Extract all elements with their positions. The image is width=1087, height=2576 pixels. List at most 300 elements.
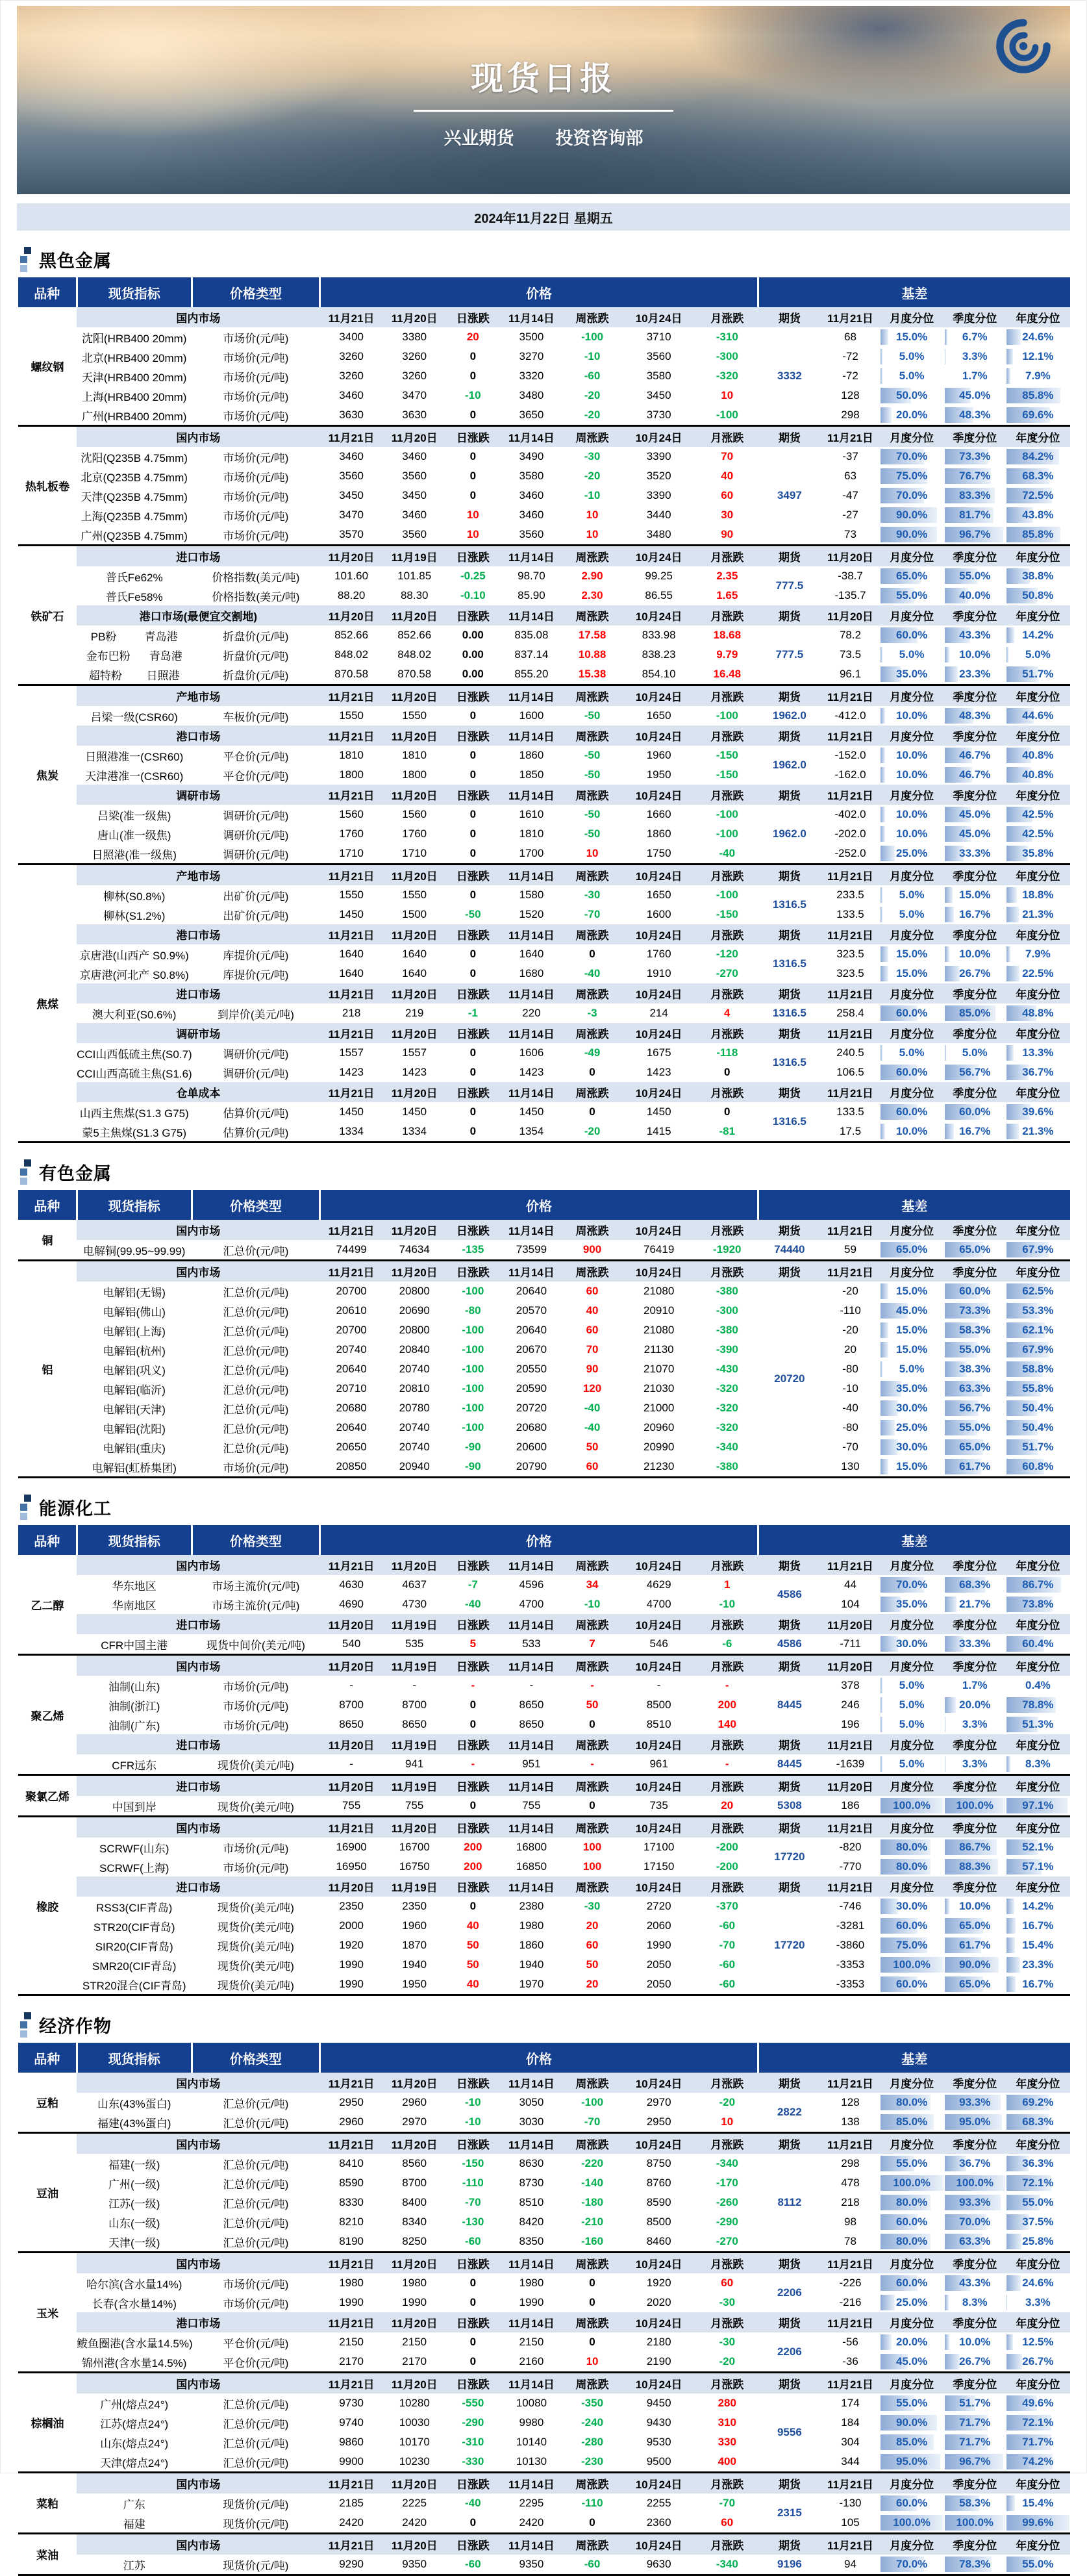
column-label: 期货 <box>758 1082 821 1102</box>
change-cell: -210 <box>581 2216 604 2228</box>
percentile-value: 15.0% <box>896 948 928 960</box>
indicator-cell: 普氏Fe58% <box>105 590 163 603</box>
column-label: 11月19日 <box>383 1614 446 1634</box>
table-row <box>18 1437 1070 1457</box>
price-type-cell: 汇总价(元/吨) <box>223 2178 289 2191</box>
futures-cell: 4586 <box>777 1588 802 1600</box>
percentile-value: 85.0% <box>896 2115 928 2128</box>
price-cell: 8340 <box>402 2216 427 2228</box>
market-label: 国内市场 <box>77 2073 319 2093</box>
table-row <box>18 1282 1070 1301</box>
variety-label: 豆粕 <box>18 2073 77 2133</box>
column-label: 季度分位 <box>944 307 1006 327</box>
percentile-bar <box>881 748 886 763</box>
column-label: 周涨跌 <box>563 1655 621 1676</box>
change-cell: -380 <box>716 1460 738 1472</box>
column-label: 11月21日 <box>320 983 383 1004</box>
change-cell: 10 <box>466 528 479 540</box>
change-cell: 0 <box>469 489 477 501</box>
percentile-cell <box>944 2513 1006 2534</box>
indicator-cell: 油制(山东) <box>108 1680 160 1693</box>
price-cell: 20910 <box>643 1304 675 1317</box>
column-label: 11月20日 <box>383 983 446 1004</box>
column-label: 期货 <box>758 2473 821 2494</box>
price-cell: 4730 <box>402 1598 427 1610</box>
change-cell: 0 <box>589 2296 595 2308</box>
price-cell: 1557 <box>339 1046 364 1059</box>
price-cell: 833.98 <box>642 629 676 641</box>
column-label: 年度分位 <box>1006 307 1070 327</box>
price-table <box>18 277 1070 1143</box>
price-type-cell: 现货价(美元/吨) <box>217 1960 294 1973</box>
variety-label: 聚氯乙烯 <box>18 1775 77 1817</box>
percentile-value: 85.0% <box>959 1007 991 1019</box>
price-cell: 10130 <box>516 2455 547 2468</box>
percentile-cell <box>944 505 1006 525</box>
price-cell: 8500 <box>646 2216 671 2228</box>
percentile-cell <box>880 1398 944 1418</box>
percentile-value: 76.7% <box>959 470 991 482</box>
percentile-value: 10.0% <box>896 709 928 722</box>
percentile-cell <box>944 1897 1006 1916</box>
change-cell: -270 <box>716 967 738 979</box>
change-cell: -20 <box>584 1125 601 1137</box>
percentile-cell <box>880 1379 944 1398</box>
percentile-value: 85.8% <box>1022 528 1054 540</box>
column-label: 年度分位 <box>1006 1876 1070 1897</box>
basis-cell: 246 <box>841 1698 860 1711</box>
percentile-cell <box>944 765 1006 785</box>
price-type-cell: 汇总价(元/吨) <box>223 1306 289 1319</box>
change-cell: -150 <box>716 768 738 781</box>
table-row <box>18 625 1070 645</box>
percentile-cell <box>944 2112 1006 2133</box>
change-cell: 17.58 <box>578 629 606 641</box>
change-cell: 10 <box>586 847 599 859</box>
banner-subtitle <box>17 124 1070 149</box>
percentile-value: 20.0% <box>896 2336 928 2348</box>
change-cell: 0 <box>724 1105 731 1118</box>
indicator-cell: 日照港准一(CSR60) <box>85 750 184 763</box>
price-cell: 1423 <box>519 1066 544 1078</box>
futures-cell: 9196 <box>777 2558 802 2570</box>
price-cell: 1580 <box>519 889 544 901</box>
change-cell: 18.68 <box>713 629 742 641</box>
column-label: 年度分位 <box>1006 1082 1070 1102</box>
table-row <box>18 964 1070 983</box>
column-label: 日涨跌 <box>446 2133 500 2154</box>
column-label: 11月14日 <box>500 1614 563 1634</box>
percentile-value: 55.0% <box>959 1343 991 1356</box>
market-subheader-row <box>18 1261 1070 1282</box>
indicator-cell: 中国到岸 <box>112 1800 156 1813</box>
change-cell: -100 <box>462 1343 484 1356</box>
market-subheader-row <box>18 924 1070 944</box>
percentile-value: 8.3% <box>962 2296 988 2308</box>
price-cell: 10030 <box>399 2416 430 2429</box>
variety-label: 焦煤 <box>18 865 77 1143</box>
change-cell: -320 <box>716 1402 738 1414</box>
column-label: 月涨跌 <box>696 1023 758 1043</box>
price-cell: 3560 <box>402 470 427 482</box>
price-cell: 3480 <box>519 389 544 401</box>
column-label: 日涨跌 <box>446 1655 500 1676</box>
column-label: 日涨跌 <box>446 1614 500 1634</box>
column-label: 月度分位 <box>880 1775 944 1797</box>
percentile-value: 23.3% <box>1022 1958 1054 1971</box>
column-label: 周涨跌 <box>563 2073 621 2093</box>
basis-cell: 44 <box>844 1578 856 1591</box>
change-cell: 60 <box>721 2516 734 2529</box>
change-cell: 7 <box>589 1637 595 1650</box>
price-cell: 20640 <box>336 1421 367 1433</box>
percentile-cell <box>880 765 944 785</box>
variety-label: 乙二醇 <box>18 1555 77 1655</box>
variety-label: 菜粕 <box>18 2473 77 2534</box>
price-cell: 3500 <box>519 331 544 343</box>
change-cell: -20 <box>584 470 601 482</box>
column-label: 11月14日 <box>500 1655 563 1676</box>
indicator-cell: 山东(熔点24°) <box>100 2437 169 2450</box>
change-cell: -10 <box>584 350 601 362</box>
percentile-cell <box>944 1340 1006 1359</box>
change-cell: 0.00 <box>462 668 484 680</box>
percentile-cell <box>880 2112 944 2133</box>
column-label: 10月24日 <box>621 865 696 886</box>
price-cell: 20740 <box>399 1363 430 1375</box>
percentile-cell <box>880 1695 944 1715</box>
percentile-cell <box>880 1575 944 1595</box>
price-type-cell: 汇总价(元/吨) <box>223 2197 289 2210</box>
price-type-cell: 市场价(元/吨) <box>223 371 289 384</box>
price-cell: 20550 <box>516 1363 547 1375</box>
percentile-cell <box>944 1418 1006 1437</box>
indicator-cell: 天津(Q235B 4.75mm) <box>81 490 188 503</box>
percentile-cell <box>944 1595 1006 1614</box>
percentile-value: 5.0% <box>899 1679 925 1691</box>
indicator-cell <box>77 664 192 685</box>
percentile-value: 69.6% <box>1022 409 1054 421</box>
change-cell: -300 <box>716 1304 738 1317</box>
percentile-value: 78.3% <box>959 2558 991 2570</box>
price-cell: 535 <box>405 1637 424 1650</box>
percentile-value: 30.0% <box>896 1900 928 1912</box>
column-label: 周涨跌 <box>563 983 621 1004</box>
percentile-value: 73.3% <box>959 1304 991 1317</box>
price-cell: 848.02 <box>334 648 369 661</box>
change-cell: -40 <box>584 1402 601 1414</box>
change-cell: -340 <box>716 2558 738 2570</box>
percentile-cell <box>880 1916 944 1936</box>
percentile-value: 100.0% <box>893 2177 931 2189</box>
column-label: 10月24日 <box>621 1555 696 1575</box>
column-label: 月度分位 <box>880 1655 944 1676</box>
percentile-cell <box>944 447 1006 466</box>
column-label: 周涨跌 <box>563 1023 621 1043</box>
percentile-cell <box>1006 386 1070 405</box>
price-cell: 8650 <box>402 1718 427 1730</box>
percentile-bar <box>1006 907 1019 922</box>
market-label: 国内市场 <box>77 2373 319 2394</box>
percentile-value: 36.7% <box>959 2157 991 2169</box>
table-row <box>18 944 1070 964</box>
percentile-cell <box>1006 566 1070 586</box>
indicator-cell: 华南地区 <box>112 1599 156 1612</box>
price-cell: 9730 <box>339 2397 364 2409</box>
indicator-part: 青岛港 <box>144 630 178 643</box>
change-cell: -30 <box>584 450 601 462</box>
percentile-value: 72.1% <box>1022 2416 1054 2429</box>
percentile-cell <box>880 1837 944 1857</box>
price-cell: 88.30 <box>400 589 429 601</box>
percentile-value: 0.4% <box>1025 1679 1051 1691</box>
price-cell: 3450 <box>402 489 427 501</box>
price-cell: 755 <box>522 1799 541 1812</box>
column-label: 季度分位 <box>944 1775 1006 1797</box>
price-type-cell: 汇总价(元/吨) <box>223 1286 289 1299</box>
percentile-value: 10.0% <box>959 948 991 960</box>
indicator-cell: 电解铝(天津) <box>103 1403 166 1416</box>
price-cell: 21130 <box>643 1343 674 1356</box>
percentile-cell <box>944 366 1006 386</box>
percentile-cell <box>1006 1634 1070 1655</box>
column-label: 11月14日 <box>500 1082 563 1102</box>
change-cell: -390 <box>716 1343 738 1356</box>
price-cell: 8330 <box>339 2196 364 2208</box>
percentile-value: 50.4% <box>1022 1421 1054 1433</box>
change-cell: 60 <box>721 489 734 501</box>
table-row <box>18 1340 1070 1359</box>
percentile-cell <box>1006 844 1070 865</box>
column-label: 月涨跌 <box>696 2133 758 2154</box>
table-row <box>18 486 1070 505</box>
column-label: 11月19日 <box>383 1734 446 1754</box>
percentile-value: 51.7% <box>959 2397 991 2409</box>
percentile-value: 60.0% <box>896 2497 928 2509</box>
column-label: 11月20日 <box>320 1614 383 1634</box>
percentile-cell <box>944 706 1006 726</box>
price-cell: 8510 <box>519 2196 544 2208</box>
change-cell: - <box>725 1679 729 1691</box>
price-cell: 3730 <box>646 409 671 421</box>
change-cell: 0 <box>724 1066 731 1078</box>
percentile-value: 100.0% <box>893 2516 931 2529</box>
percentile-value: 65.0% <box>959 1919 991 1932</box>
table-header-row <box>18 2043 1070 2073</box>
percentile-value: 55.0% <box>896 589 928 601</box>
price-cell: 20670 <box>516 1343 547 1356</box>
change-cell: 0 <box>589 1066 595 1078</box>
futures-cell: 777.5 <box>775 579 804 592</box>
column-label: 年度分位 <box>1006 1734 1070 1754</box>
column-label: 10月24日 <box>621 2133 696 2154</box>
percentile-value: 5.0% <box>899 1363 925 1375</box>
table-row <box>18 1595 1070 1614</box>
change-cell: -150 <box>716 749 738 761</box>
price-cell: 16850 <box>516 1860 547 1873</box>
change-cell: 0 <box>589 2277 595 2289</box>
percentile-value: 50.4% <box>1022 1402 1054 1414</box>
column-label: 季度分位 <box>944 605 1006 625</box>
percentile-value: 35.0% <box>896 1598 928 1610</box>
indicator-cell: 长春(含水量14%) <box>92 2297 177 2310</box>
column-label: 11月21日 <box>821 2312 879 2332</box>
column-label: 月度分位 <box>880 2312 944 2332</box>
price-cell: 1970 <box>519 1978 544 1990</box>
price-cell: 20800 <box>399 1285 430 1297</box>
percentile-cell <box>944 1359 1006 1379</box>
table-row <box>18 1715 1070 1734</box>
futures-cell: 8112 <box>777 2196 802 2208</box>
percentile-value: 15.0% <box>896 967 928 979</box>
price-cell: 20960 <box>643 1421 675 1433</box>
column-label: 月涨跌 <box>696 1082 758 1102</box>
column-label: 周涨跌 <box>563 307 621 327</box>
price-cell: 2020 <box>646 2296 671 2308</box>
price-cell: 1980 <box>339 2277 364 2289</box>
change-cell: -380 <box>716 1324 738 1336</box>
column-label: 11月20日 <box>383 1082 446 1102</box>
price-cell: 1810 <box>339 749 364 761</box>
column-label: 周涨跌 <box>563 785 621 805</box>
price-cell: 1990 <box>339 1978 364 1990</box>
change-cell: 0 <box>469 2355 477 2368</box>
change-cell: 0 <box>469 2516 477 2529</box>
percentile-bar <box>881 1697 882 1713</box>
change-cell: 0 <box>469 2296 477 2308</box>
percentile-value: 90.0% <box>896 2416 928 2429</box>
column-label: 月涨跌 <box>696 726 758 746</box>
percentile-bar <box>945 1045 947 1061</box>
column-label: 11月20日 <box>320 1775 383 1797</box>
percentile-bar <box>945 1899 950 1914</box>
basis-cell: 304 <box>841 2436 860 2448</box>
percentile-cell <box>880 1715 944 1734</box>
percentile-bar <box>1006 1938 1015 1953</box>
change-cell: 50 <box>466 1939 479 1951</box>
column-label: 11月20日 <box>383 1261 446 1282</box>
price-cell: 870.58 <box>334 668 369 680</box>
basis-cell: -3860 <box>836 1939 865 1951</box>
price-type-cell: 市场价(元/吨) <box>223 410 289 423</box>
change-cell: -10 <box>465 2115 481 2128</box>
price-type-cell: 价格指数(美元/吨) <box>212 571 300 584</box>
percentile-value: 84.2% <box>1022 450 1054 462</box>
change-cell: -130 <box>462 2216 484 2228</box>
indicator-cell: STR20(CIF青岛) <box>93 1921 175 1934</box>
percentile-value: 80.0% <box>896 2235 928 2247</box>
price-type-cell: 汇总价(元/吨) <box>223 1345 289 1357</box>
indicator-cell: 京唐港(河北产 S0.8%) <box>79 968 189 981</box>
percentile-cell <box>880 2212 944 2232</box>
column-label: 日涨跌 <box>446 1261 500 1282</box>
indicator-cell: 福建 <box>123 2518 145 2531</box>
percentile-cell <box>944 1379 1006 1398</box>
column-label: 11月21日 <box>320 307 383 327</box>
percentile-value: 10.0% <box>896 1125 928 1137</box>
percentile-cell <box>944 2293 1006 2312</box>
table-header-row <box>18 1525 1070 1555</box>
market-subheader-row <box>18 1655 1070 1676</box>
price-cell: 2160 <box>519 2355 544 2368</box>
price-cell: 2420 <box>519 2516 544 2529</box>
change-cell: -100 <box>462 1421 484 1433</box>
percentile-bar <box>881 807 886 822</box>
indicator-cell: 山东(43%蛋白) <box>97 2097 171 2110</box>
market-subheader-row <box>18 1614 1070 1634</box>
column-label: 11月14日 <box>500 983 563 1004</box>
column-label: 10月24日 <box>621 1023 696 1043</box>
basis-cell: 63 <box>844 470 856 482</box>
market-subheader-row <box>18 1734 1070 1754</box>
column-label: 季度分位 <box>944 1082 1006 1102</box>
price-cell: 1960 <box>646 749 671 761</box>
price-type-cell: 库提价(元/吨) <box>223 968 289 981</box>
price-cell: 16950 <box>336 1860 367 1873</box>
price-cell: 3320 <box>519 370 544 382</box>
table-row <box>18 1897 1070 1916</box>
price-cell: 9530 <box>646 2436 671 2448</box>
percentile-bar <box>881 1420 895 1435</box>
price-cell: 1550 <box>339 709 364 722</box>
column-label: 11月21日 <box>320 924 383 944</box>
indicator-cell: 江苏 <box>123 2559 145 2572</box>
column-label: 11月21日 <box>320 685 383 707</box>
percentile-value: 65.0% <box>959 1243 991 1256</box>
column-label: 周涨跌 <box>563 426 621 448</box>
indicator-cell: 唐山(准一级焦) <box>97 829 171 842</box>
percentile-cell <box>1006 347 1070 366</box>
column-label: 日涨跌 <box>446 307 500 327</box>
basis-cell: -72 <box>842 350 858 362</box>
price-type-cell: 调研价(元/吨) <box>223 829 289 842</box>
change-cell: 0 <box>469 450 477 462</box>
percentile-cell <box>880 1897 944 1916</box>
percentile-value: 75.0% <box>896 1939 928 1951</box>
percentile-cell <box>880 1595 944 1614</box>
change-cell: -100 <box>716 827 738 840</box>
column-label: 11月21日 <box>821 2534 879 2555</box>
percentile-cell <box>944 486 1006 505</box>
price-cell: 20700 <box>336 1285 367 1297</box>
percentile-cell <box>1006 1457 1070 1478</box>
column-label: 季度分位 <box>944 2473 1006 2494</box>
section-squares-icon <box>18 1159 35 1185</box>
column-label: 11月21日 <box>821 726 879 746</box>
column-label: 日涨跌 <box>446 1555 500 1575</box>
price-cell: 2050 <box>646 1978 671 1990</box>
price-cell: 1560 <box>402 808 427 820</box>
indicator-cell: 电解铝(虹桥集团) <box>92 1461 177 1474</box>
column-label: 季度分位 <box>944 2312 1006 2332</box>
price-cell: 21000 <box>643 1402 675 1414</box>
column-label: 11月20日 <box>383 1220 446 1240</box>
basis-cell: 106.5 <box>836 1066 864 1078</box>
percentile-cell <box>880 366 944 386</box>
change-cell: -30 <box>584 889 601 901</box>
market-subheader-row <box>18 865 1070 886</box>
price-type-cell: 估算价(元/吨) <box>223 1107 289 1120</box>
percentile-value: 45.0% <box>896 2355 928 2368</box>
column-label: 11月14日 <box>500 1817 563 1838</box>
percentile-cell <box>880 466 944 486</box>
change-cell: -100 <box>581 331 604 343</box>
percentile-cell <box>944 327 1006 347</box>
column-label: 11月14日 <box>500 2373 563 2394</box>
basis-cell: -72 <box>842 370 858 382</box>
price-cell: 2255 <box>646 2497 671 2509</box>
basis-cell: 478 <box>841 2177 860 2189</box>
